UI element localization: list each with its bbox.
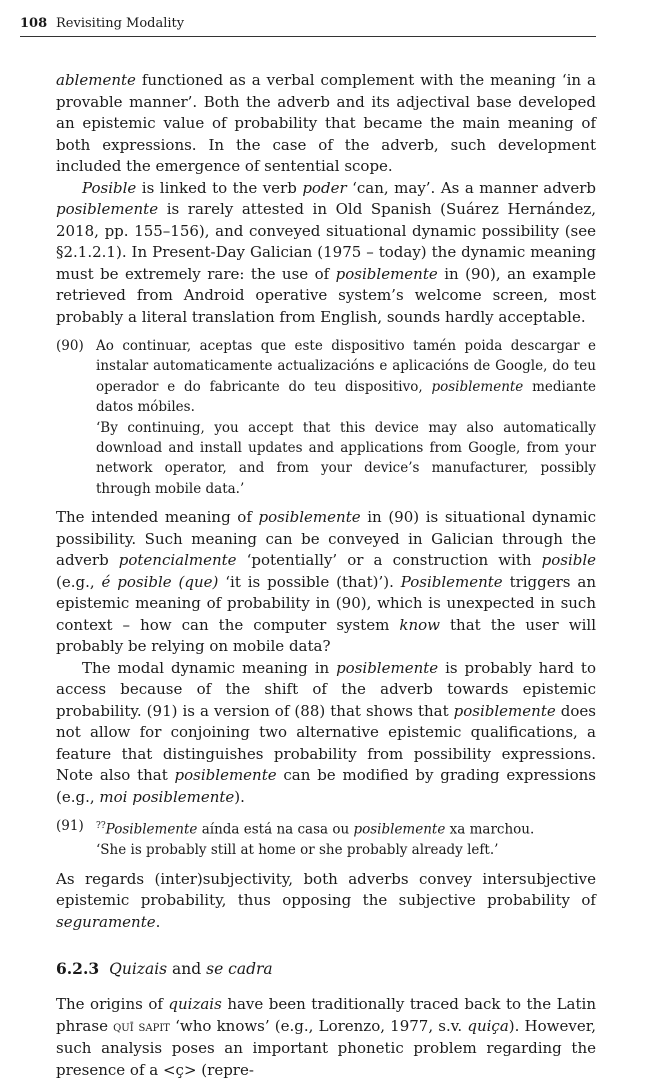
text-run: is linked to the verb (136, 178, 303, 197)
running-title: Revisiting Modality (56, 16, 185, 31)
text-run: ‘can, may’. As a manner adverb (346, 178, 596, 197)
text-run: and (167, 960, 207, 979)
example-gloss (96, 336, 596, 418)
example-number: (91) (56, 818, 84, 835)
example-number: (90) (56, 338, 84, 354)
example-91 (56, 816, 596, 860)
paragraph (56, 869, 596, 934)
emphasis: posiblemente (353, 821, 446, 838)
emphasis: posible (541, 551, 597, 570)
text-run: mediante datos móbiles. (96, 378, 596, 416)
text-run: ‘who knows’ (e.g., Lorenzo, 1977, s.v. (169, 1016, 468, 1035)
emphasis: know (399, 615, 440, 634)
text-run: The intended meaning of (56, 508, 259, 527)
text-run: aínda está na casa ou (197, 821, 354, 838)
emphasis: se cadra (206, 960, 273, 979)
paragraph (56, 178, 596, 329)
acceptability-mark: ?? (96, 821, 106, 832)
emphasis: Posible (82, 178, 137, 197)
small-caps-term: quī sapit (113, 1018, 170, 1035)
emphasis: potencialmente (118, 551, 237, 570)
emphasis: ablemente (56, 71, 136, 89)
emphasis: posiblemente (258, 508, 361, 527)
running-header (20, 14, 596, 37)
text-run: The origins of (56, 995, 169, 1014)
page-body (56, 70, 596, 1081)
text-run: have been traditionally traced back to the Latin phrase (56, 995, 596, 1035)
emphasis: posiblemente (335, 264, 438, 283)
emphasis: posiblemente (431, 378, 524, 395)
example-90 (56, 336, 596, 499)
text-run: can be modified by grading expressions (e.g., (56, 766, 596, 806)
emphasis: posiblemente (56, 200, 159, 218)
emphasis: posiblemente (453, 701, 556, 720)
paragraph (56, 658, 596, 809)
paragraph (56, 507, 596, 658)
text-run: . (155, 912, 161, 931)
text-run: ‘it is possible (that)’). (218, 572, 401, 591)
text-run: functioned as a verbal complement with the meaning ‘in a provable manner’. Both the adverb and its adjectival base developed an epistemic value of probability that became the main meaning of both expressions. In the case of the adverb, such development included the emergence of sentential scope. (56, 71, 596, 175)
text-run: does not allow for conjoining two alternative epistemic qualifications, a feature that distinguishes probability from possibility expressions. Note also that (56, 701, 596, 785)
emphasis: Posiblemente (105, 821, 198, 838)
emphasis: é posible (que) (101, 572, 219, 591)
text-run: Ao continuar, aceptas que este dispositivo tamén poida descargar e instalar automaticamente actualizacións e aplicacións de Google, do teu operador e do fabricante do teu dispositivo, (96, 338, 596, 395)
text-run: As regards (inter)subjectivity, both adverbs convey intersubjective epistemic probability, thus opposing the subjective probability of (56, 869, 596, 910)
text-run: in (90), an example retrieved from Android operative system’s welcome screen, most probably a literal translation from English, sounds hardly acceptable. (56, 264, 596, 326)
emphasis: Quizais (109, 960, 168, 979)
paragraph (56, 70, 596, 178)
text-run: xa marchou. (445, 821, 535, 838)
emphasis: quiça (467, 1016, 509, 1035)
text-run: that the user will probably be relying on mobile data? (56, 615, 597, 656)
text-run: The modal dynamic meaning in (82, 658, 337, 677)
section-number: 6.2.3 (56, 959, 100, 979)
emphasis: quizais (168, 995, 222, 1014)
emphasis: posiblemente (174, 766, 277, 785)
page-number: 108 (20, 16, 48, 31)
example-translation: ‘She is probably still at home or she probably already left.’ (96, 842, 499, 859)
emphasis: Posiblemente (400, 572, 503, 591)
text-run: in (90) is situational dynamic possibility. Such meaning can be conveyed in Galician through the adverb (56, 508, 596, 570)
text-run: is probably hard to access because of the shift of the adverb towards epistemic probability. (91) is a version of (88) that shows that (56, 658, 596, 720)
example-gloss (96, 816, 596, 840)
text-run: (e.g., (56, 572, 102, 591)
emphasis: posiblemente (336, 658, 439, 677)
emphasis: seguramente (56, 912, 156, 931)
text-run: is rarely attested in Old Spanish (Suárez Hernández, 2018, pp. 155–156), and conveyed situational dynamic possibility (see §2.1.2.1). In Present-Day Galician (1975 – today) the dynamic meaning must be extremely rare: the use of (56, 200, 596, 283)
text-run: ). However, such analysis poses an important phonetic problem regarding the presence of a <ç> (repre- (56, 1016, 597, 1079)
text-run: triggers an epistemic meaning of probability in (90), which is unexpected in such context – how can the computer system (56, 572, 596, 634)
text-run: ). (234, 787, 245, 806)
section-heading (56, 959, 596, 978)
emphasis: poder (302, 178, 347, 197)
text-run: ‘potentially’ or a construction with (236, 551, 542, 570)
emphasis: moi posiblemente (99, 787, 235, 806)
example-translation: ‘By continuing, you accept that this device may also automatically download and install updates and applications from Google, from your network operator, and from your device’s manufacturer, possibly through mobile data.’ (96, 419, 596, 497)
paragraph (56, 994, 596, 1081)
